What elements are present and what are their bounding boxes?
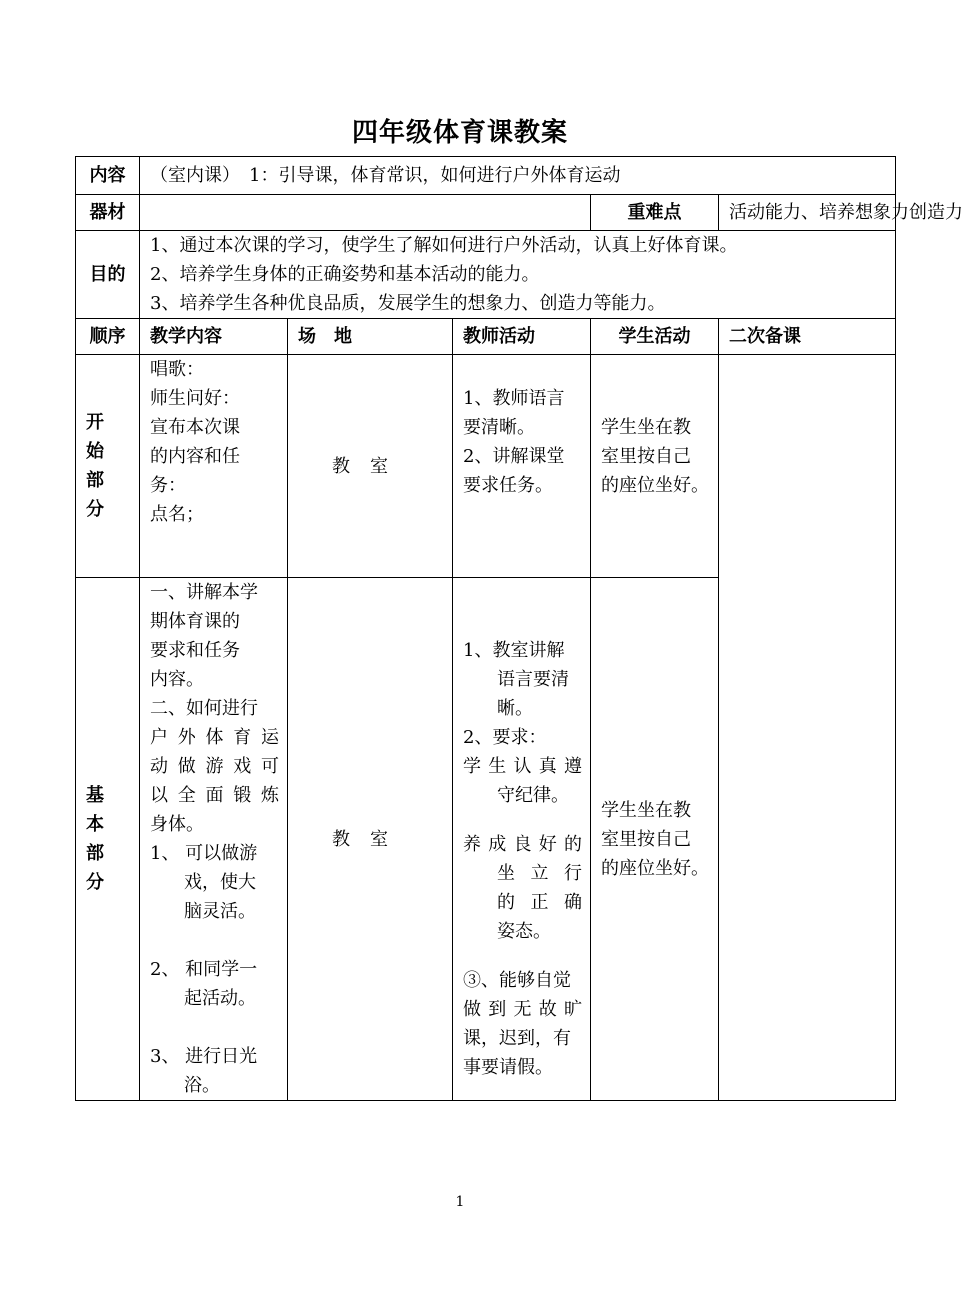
row-content bbox=[76, 157, 896, 195]
student-line: 的座位坐好。 bbox=[601, 475, 709, 496]
teacher-line: 养成良好的 bbox=[463, 834, 582, 855]
label-equipment: 器材 bbox=[76, 195, 140, 231]
goal-lines bbox=[140, 231, 896, 319]
content-line: 二、如何进行 bbox=[150, 698, 258, 719]
row-equipment bbox=[76, 195, 896, 231]
student-line: 学生坐在教 bbox=[601, 799, 691, 821]
start-student-activity bbox=[591, 355, 719, 578]
teacher-line: 晰。 bbox=[497, 698, 533, 719]
equipment-value bbox=[140, 195, 591, 231]
label-char: 开 bbox=[86, 412, 104, 433]
content-line: 一、讲解本学 bbox=[150, 582, 258, 603]
col-header-venue: 场 地 bbox=[288, 319, 453, 355]
content-line: 起活动。 bbox=[184, 988, 256, 1009]
teacher-line: 2、要求： bbox=[463, 727, 547, 748]
teacher-line: 坐立行 bbox=[497, 863, 582, 884]
basic-teacher-activity bbox=[453, 578, 591, 1101]
goal-line: 3、培养学生各种优良品质，发展学生的想象力、创造力等能力。 bbox=[150, 293, 666, 314]
teacher-line: 语言要清 bbox=[497, 669, 569, 690]
col-header-teacher: 教师活动 bbox=[453, 319, 591, 355]
content-line: 的内容和任 bbox=[150, 446, 240, 467]
student-line: 室里按自己 bbox=[601, 446, 691, 467]
label-key-points: 重难点 bbox=[591, 195, 719, 231]
basic-student-activity bbox=[591, 578, 719, 1101]
basic-venue: 教室 bbox=[288, 578, 453, 1101]
content-line: 户外体育运 bbox=[150, 727, 279, 748]
content-line: 浴。 bbox=[184, 1075, 220, 1096]
row-goal bbox=[76, 231, 896, 319]
teacher-line: 姿态。 bbox=[497, 921, 551, 942]
content-line: 唱歌： bbox=[150, 359, 204, 380]
key-points-value: 活动能力、培养想象力创造力 bbox=[719, 195, 896, 231]
content-value: （室内课） 1：引导课，体育常识，如何进行户外体育运动 bbox=[140, 157, 896, 195]
content-line: 务： bbox=[150, 475, 186, 496]
goal-line: 1、通过本次课的学习，使学生了解如何进行户外活动，认真上好体育课。 bbox=[150, 235, 738, 256]
label-char: 部 bbox=[86, 470, 104, 491]
label-goal: 目的 bbox=[76, 231, 140, 319]
goal-line: 2、培养学生身体的正确姿势和基本活动的能力。 bbox=[150, 264, 540, 285]
content-line: 2、 和同学一 bbox=[150, 959, 258, 980]
teacher-line: 1、教室讲解 bbox=[463, 640, 565, 661]
label-char: 分 bbox=[86, 872, 104, 893]
spacer bbox=[150, 926, 279, 955]
teacher-line: 学生认真遵 bbox=[463, 756, 582, 777]
content-line: 身体。 bbox=[150, 814, 204, 835]
label-char: 分 bbox=[86, 499, 104, 520]
basic-content bbox=[140, 578, 288, 1101]
start-venue: 教室 bbox=[288, 355, 453, 578]
teacher-line: 守纪律。 bbox=[497, 785, 569, 806]
content-line: 内容。 bbox=[150, 669, 204, 690]
teacher-line: 做到无故旷 bbox=[463, 999, 582, 1020]
content-line: 3、 进行日光 bbox=[150, 1046, 258, 1067]
label-char: 部 bbox=[86, 843, 104, 864]
start-content bbox=[140, 355, 288, 578]
content-line: 点名； bbox=[150, 504, 204, 525]
col-header-student: 学生活动 bbox=[591, 319, 719, 355]
teacher-line: 事要请假。 bbox=[463, 1057, 553, 1078]
label-start-part bbox=[76, 355, 140, 578]
content-line: 以全面锻炼 bbox=[150, 785, 279, 806]
content-line: 1、 可以做游 bbox=[150, 843, 258, 864]
page-number: 1 bbox=[455, 1194, 465, 1210]
student-line: 学生坐在教 bbox=[601, 417, 691, 438]
spacer bbox=[463, 810, 582, 830]
spacer bbox=[463, 946, 582, 966]
teacher-line: 2、讲解课堂 bbox=[463, 446, 565, 467]
label-char: 始 bbox=[86, 441, 104, 462]
page-title: 四年级体育课教案 bbox=[351, 118, 568, 148]
content-line: 期体育课的 bbox=[150, 611, 240, 632]
label-content: 内容 bbox=[76, 157, 140, 195]
teacher-line: 要清晰。 bbox=[463, 417, 535, 438]
teacher-line: ③、能够自觉 bbox=[463, 970, 571, 991]
start-teacher-activity bbox=[453, 355, 591, 578]
teacher-line: 的正确 bbox=[497, 892, 582, 913]
column-header-row bbox=[76, 319, 896, 355]
content-line: 宣布本次课 bbox=[150, 417, 240, 438]
second-prep-cell bbox=[719, 355, 896, 1101]
col-header-second-prep: 二次备课 bbox=[719, 319, 896, 355]
row-start-part bbox=[76, 355, 896, 578]
teacher-line: 课，迟到，有 bbox=[463, 1028, 571, 1049]
student-line: 的座位坐好。 bbox=[601, 857, 709, 879]
teacher-line: 要求任务。 bbox=[463, 475, 553, 496]
teacher-line: 1、教师语言 bbox=[463, 388, 565, 409]
content-line: 脑灵活。 bbox=[184, 901, 256, 922]
content-line: 要求和任务 bbox=[150, 640, 240, 661]
lesson-plan-table bbox=[75, 156, 963, 1101]
student-line: 室里按自己 bbox=[601, 828, 691, 850]
label-basic-part bbox=[76, 578, 140, 1101]
label-char: 本 bbox=[86, 814, 104, 835]
content-line: 动做游戏可 bbox=[150, 756, 279, 777]
col-header-content: 教学内容 bbox=[140, 319, 288, 355]
spacer bbox=[150, 1013, 279, 1042]
content-line: 师生问好： bbox=[150, 388, 240, 409]
label-char: 基 bbox=[86, 785, 104, 806]
col-header-order: 顺序 bbox=[76, 319, 140, 355]
content-line: 戏，使大 bbox=[184, 872, 256, 893]
